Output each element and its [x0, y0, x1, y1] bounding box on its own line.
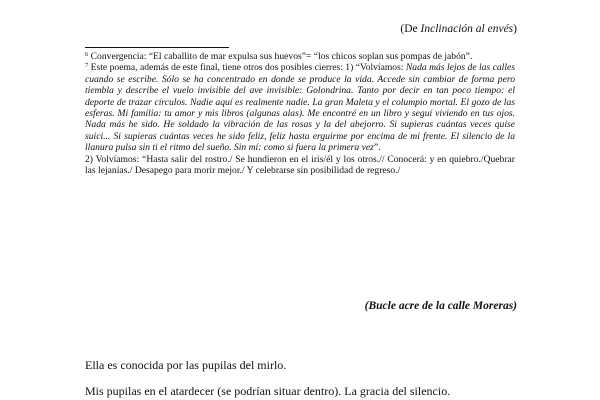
footnote-6-number: 6 — [85, 51, 89, 58]
poem-line-1: Ella es conocida por las pupilas del mirlo. — [85, 358, 287, 372]
source-close: ) — [513, 23, 517, 35]
footnote-7-option-1: Nada más lejos de las calles cuando se escribe. Sólo se ha concentrado en donde se produce la vida. Accede sin cambiar de forma pero tiembla y describe el vuelo invisible del ave invisible: Golondrina. Tanto por decir en tan poco tiempo: el deporte de trazar círculos. Nadie aquí es realmente nadie. La gran Maleta y el columpio mortal. El gozo de las esferas. Mi familia: tu amor y mis libros (algunas alas). Me encontré en un libro y seguí viviendo en tus ojos. Nada más he sido. He soldado la vibración de las rosas y la del abejorro. Si supieras cuántas veces quise suici... Si supieras cuántas veces he sido feliz, feliz hasta erguirme por encima de mi frente. El silencio de la llanura pulsa sin ti el ritmo del sueño. Sin mí: como si fuera la primera vez — [85, 62, 515, 154]
footnote-7-option-1-close: ”. — [373, 142, 381, 154]
poem-attribution: (Bucle acre de la calle Moreras) — [364, 300, 517, 312]
footnote-7-intro: Este poema, además de este final, tiene otros dos posibles cierres: 1) “Volvíamos: — [88, 62, 406, 74]
footnote-6-text: Convergencia: “El caballito de mar expulsa sus huevos”= “los chicos soplan sus pompas de jabón”. — [88, 51, 473, 62]
footnote-7 — [85, 62, 515, 153]
footnote-7-option-2: 2) Volvíamos: “Hasta salir del rostro./ Se hundieron en el iris/él y los otros.// Conocerá: y en quiebro./Quebrar las lejanías./ Desapego para morir mejor./ Y celebrarse sin posibilidad de regreso./ — [85, 153, 515, 177]
footnote-separator — [85, 47, 229, 48]
footnote-6 — [85, 51, 515, 62]
poem-line-2: Mis pupilas en el atardecer (se podrían situar dentro). La gracia del silencio. — [85, 384, 451, 398]
footnote-7-number: 7 — [85, 62, 89, 70]
footnotes — [85, 51, 515, 176]
source-reference — [400, 22, 517, 36]
source-open: (De — [400, 23, 421, 35]
source-title: Inclinación al envés — [420, 23, 514, 35]
